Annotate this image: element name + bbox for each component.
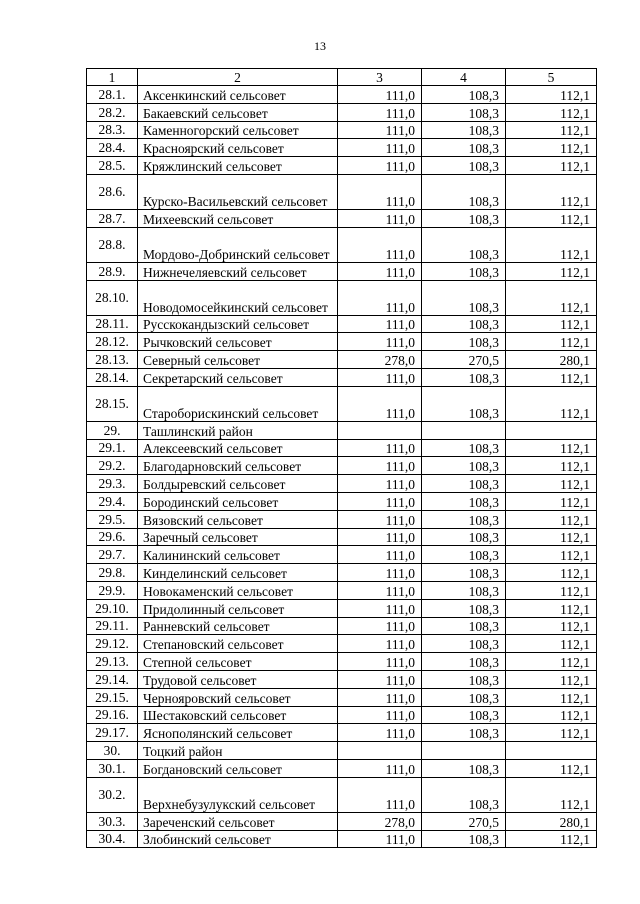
row-name: Староборискинский сельсовет [138,386,338,421]
row-value-col4: 108,3 [422,439,506,457]
row-value-col3: 111,0 [338,564,422,582]
row-name: Вязовский сельсовет [138,510,338,528]
row-value-col4: 108,3 [422,386,506,421]
row-value-col5: 112,1 [506,706,597,724]
row-value-col5 [506,742,597,760]
table-row [87,759,597,777]
row-value-col4: 108,3 [422,599,506,617]
row-value-col5: 112,1 [506,475,597,493]
row-name: Нижнечеляевский сельсовет [138,262,338,280]
row-value-col3: 111,0 [338,139,422,157]
row-value-col3: 111,0 [338,759,422,777]
table-row [87,139,597,157]
row-number: 28.7. [87,209,138,227]
row-name: Секретарский сельсовет [138,368,338,386]
row-value-col5: 112,1 [506,139,597,157]
row-value-col4: 108,3 [422,209,506,227]
row-number: 28.6. [87,174,138,209]
row-value-col3: 111,0 [338,439,422,457]
row-number: 29.10. [87,599,138,617]
row-value-col4: 108,3 [422,670,506,688]
row-value-col4: 108,3 [422,830,506,848]
row-value-col4: 108,3 [422,368,506,386]
table-row [87,670,597,688]
table-row [87,581,597,599]
table-row [87,209,597,227]
row-value-col5: 112,1 [506,315,597,333]
row-value-col3: 111,0 [338,333,422,351]
row-name: Курско-Васильевский сельсовет [138,174,338,209]
row-name: Кряжлинский сельсовет [138,157,338,175]
row-name: Бакаевский сельсовет [138,103,338,121]
row-name: Кинделинский сельсовет [138,564,338,582]
row-value-col5: 112,1 [506,121,597,139]
row-value-col5 [506,421,597,439]
column-header: 5 [506,69,597,86]
row-name: Ранневский сельсовет [138,617,338,635]
row-value-col3: 111,0 [338,121,422,139]
row-number: 28.3. [87,121,138,139]
row-name: Болдыревский сельсовет [138,475,338,493]
column-header: 2 [138,69,338,86]
table-row [87,386,597,421]
row-value-col5: 112,1 [506,386,597,421]
row-number: 30.3. [87,812,138,830]
table-row [87,368,597,386]
table-row [87,812,597,830]
row-value-col5: 112,1 [506,546,597,564]
row-value-col3: 111,0 [338,706,422,724]
table-row [87,439,597,457]
row-value-col4: 108,3 [422,227,506,262]
row-value-col4: 108,3 [422,759,506,777]
table-row [87,315,597,333]
row-name: Благодарновский сельсовет [138,457,338,475]
row-value-col3: 111,0 [338,86,422,104]
row-value-col4: 270,5 [422,812,506,830]
row-value-col4: 108,3 [422,706,506,724]
row-number: 29.14. [87,670,138,688]
row-number: 30.2. [87,777,138,812]
row-name: Каменногорский сельсовет [138,121,338,139]
row-value-col4: 108,3 [422,103,506,121]
row-number: 29.11. [87,617,138,635]
row-value-col5: 112,1 [506,157,597,175]
row-number: 28.9. [87,262,138,280]
table-row [87,546,597,564]
table-row [87,492,597,510]
row-value-col3 [338,742,422,760]
table-row [87,351,597,369]
table-row [87,653,597,671]
row-value-col4: 108,3 [422,475,506,493]
row-name: Северный сельсовет [138,351,338,369]
row-value-col3: 111,0 [338,653,422,671]
column-header: 3 [338,69,422,86]
row-number: 29.12. [87,635,138,653]
row-value-col4: 270,5 [422,351,506,369]
row-value-col5: 112,1 [506,688,597,706]
row-value-col5: 112,1 [506,670,597,688]
row-value-col5: 112,1 [506,457,597,475]
row-value-col3: 111,0 [338,830,422,848]
table-row [87,777,597,812]
row-name: Зареченский сельсовет [138,812,338,830]
row-value-col3: 111,0 [338,581,422,599]
row-name: Русскокандызский сельсовет [138,315,338,333]
row-name: Бородинский сельсовет [138,492,338,510]
table-header-row [87,69,597,86]
row-name: Калининский сельсовет [138,546,338,564]
row-value-col4: 108,3 [422,581,506,599]
row-number: 29.8. [87,564,138,582]
row-number: 29.5. [87,510,138,528]
table-row [87,475,597,493]
row-value-col4: 108,3 [422,174,506,209]
row-value-col3: 111,0 [338,724,422,742]
row-value-col5: 112,1 [506,439,597,457]
row-name: Новокаменский сельсовет [138,581,338,599]
row-value-col3: 111,0 [338,599,422,617]
row-value-col3: 111,0 [338,635,422,653]
row-value-col3: 111,0 [338,227,422,262]
row-value-col5: 112,1 [506,830,597,848]
row-name: Михеевский сельсовет [138,209,338,227]
row-value-col4: 108,3 [422,546,506,564]
row-value-col5: 112,1 [506,368,597,386]
row-value-col3: 111,0 [338,280,422,315]
row-number: 28.14. [87,368,138,386]
row-number: 29.1. [87,439,138,457]
row-name: Ташлинский район [138,421,338,439]
row-value-col4: 108,3 [422,333,506,351]
row-value-col4: 108,3 [422,457,506,475]
row-number: 29.7. [87,546,138,564]
row-number: 28.10. [87,280,138,315]
table-row [87,830,597,848]
row-value-col3: 111,0 [338,457,422,475]
table-row [87,174,597,209]
row-value-col3: 278,0 [338,351,422,369]
table-row [87,528,597,546]
row-value-col3: 111,0 [338,386,422,421]
row-value-col5: 112,1 [506,209,597,227]
row-value-col3: 111,0 [338,777,422,812]
row-name: Яснополянский сельсовет [138,724,338,742]
row-value-col4: 108,3 [422,121,506,139]
table-row [87,457,597,475]
row-name: Заречный сельсовет [138,528,338,546]
row-number: 28.4. [87,139,138,157]
row-value-col5: 112,1 [506,86,597,104]
row-value-col5: 112,1 [506,103,597,121]
row-value-col5: 112,1 [506,492,597,510]
row-name: Верхнебузулукский сельсовет [138,777,338,812]
row-name: Тоцкий район [138,742,338,760]
row-number: 29.17. [87,724,138,742]
row-value-col4: 108,3 [422,315,506,333]
row-value-col5: 112,1 [506,617,597,635]
row-name: Степановский сельсовет [138,635,338,653]
row-value-col3: 111,0 [338,617,422,635]
row-value-col5: 112,1 [506,510,597,528]
row-value-col4: 108,3 [422,617,506,635]
row-value-col3: 111,0 [338,492,422,510]
row-value-col4: 108,3 [422,724,506,742]
row-value-col4: 108,3 [422,280,506,315]
row-value-col3: 111,0 [338,528,422,546]
table-row [87,564,597,582]
row-value-col3: 111,0 [338,368,422,386]
row-value-col4 [422,421,506,439]
table-row [87,157,597,175]
table-row [87,86,597,104]
table-row [87,510,597,528]
row-number: 30.1. [87,759,138,777]
table-row [87,617,597,635]
row-number: 29.6. [87,528,138,546]
row-value-col3: 111,0 [338,546,422,564]
row-number: 28.13. [87,351,138,369]
row-value-col5: 112,1 [506,262,597,280]
row-number: 28.2. [87,103,138,121]
table-row [87,280,597,315]
row-value-col3: 278,0 [338,812,422,830]
row-number: 30.4. [87,830,138,848]
row-name: Аксенкинский сельсовет [138,86,338,104]
row-number: 29. [87,421,138,439]
row-value-col5: 112,1 [506,759,597,777]
row-number: 29.15. [87,688,138,706]
row-value-col4: 108,3 [422,262,506,280]
row-value-col4: 108,3 [422,157,506,175]
row-number: 29.13. [87,653,138,671]
row-value-col4: 108,3 [422,564,506,582]
row-value-col4 [422,742,506,760]
row-value-col5: 280,1 [506,812,597,830]
row-number: 30. [87,742,138,760]
row-name: Мордово-Добринский сельсовет [138,227,338,262]
row-value-col5: 112,1 [506,528,597,546]
row-number: 28.8. [87,227,138,262]
row-value-col4: 108,3 [422,510,506,528]
table-row [87,333,597,351]
row-value-col5: 112,1 [506,227,597,262]
row-name: Рычковский сельсовет [138,333,338,351]
row-value-col4: 108,3 [422,139,506,157]
row-value-col3: 111,0 [338,670,422,688]
row-value-col5: 112,1 [506,280,597,315]
row-number: 29.3. [87,475,138,493]
row-value-col3: 111,0 [338,510,422,528]
row-name: Степной сельсовет [138,653,338,671]
row-value-col4: 108,3 [422,688,506,706]
table-row [87,724,597,742]
row-value-col4: 108,3 [422,777,506,812]
table-row [87,262,597,280]
row-name: Придолинный сельсовет [138,599,338,617]
row-name: Новодомосейкинский сельсовет [138,280,338,315]
row-number: 29.9. [87,581,138,599]
row-number: 28.11. [87,315,138,333]
row-name: Алексеевский сельсовет [138,439,338,457]
table-row [87,706,597,724]
row-name: Красноярский сельсовет [138,139,338,157]
row-name: Шестаковский сельсовет [138,706,338,724]
row-value-col3: 111,0 [338,262,422,280]
table-row [87,742,597,760]
table-row [87,421,597,439]
table-row [87,599,597,617]
row-value-col3: 111,0 [338,209,422,227]
row-name: Чернояровский сельсовет [138,688,338,706]
row-value-col3: 111,0 [338,174,422,209]
row-value-col3 [338,421,422,439]
table-row [87,635,597,653]
row-name: Богдановский сельсовет [138,759,338,777]
row-value-col5: 112,1 [506,653,597,671]
row-value-col4: 108,3 [422,492,506,510]
row-name: Трудовой сельсовет [138,670,338,688]
row-number: 29.2. [87,457,138,475]
row-value-col3: 111,0 [338,157,422,175]
row-value-col4: 108,3 [422,653,506,671]
row-value-col4: 108,3 [422,528,506,546]
row-value-col5: 112,1 [506,564,597,582]
row-value-col4: 108,3 [422,635,506,653]
row-name: Злобинский сельсовет [138,830,338,848]
column-header: 4 [422,69,506,86]
row-value-col5: 112,1 [506,581,597,599]
row-value-col5: 112,1 [506,777,597,812]
row-number: 28.15. [87,386,138,421]
data-table [86,68,597,848]
row-number: 29.4. [87,492,138,510]
row-value-col3: 111,0 [338,688,422,706]
page-number: 13 [314,39,326,53]
row-number: 29.16. [87,706,138,724]
row-number: 28.5. [87,157,138,175]
row-value-col5: 112,1 [506,724,597,742]
row-value-col5: 112,1 [506,333,597,351]
row-value-col3: 111,0 [338,315,422,333]
table-row [87,103,597,121]
table-row [87,688,597,706]
row-value-col5: 112,1 [506,174,597,209]
row-number: 28.1. [87,86,138,104]
row-value-col4: 108,3 [422,86,506,104]
row-value-col3: 111,0 [338,475,422,493]
row-value-col5: 280,1 [506,351,597,369]
row-value-col3: 111,0 [338,103,422,121]
table-row [87,227,597,262]
column-header: 1 [87,69,138,86]
row-number: 28.12. [87,333,138,351]
row-value-col5: 112,1 [506,599,597,617]
row-value-col5: 112,1 [506,635,597,653]
table-row [87,121,597,139]
